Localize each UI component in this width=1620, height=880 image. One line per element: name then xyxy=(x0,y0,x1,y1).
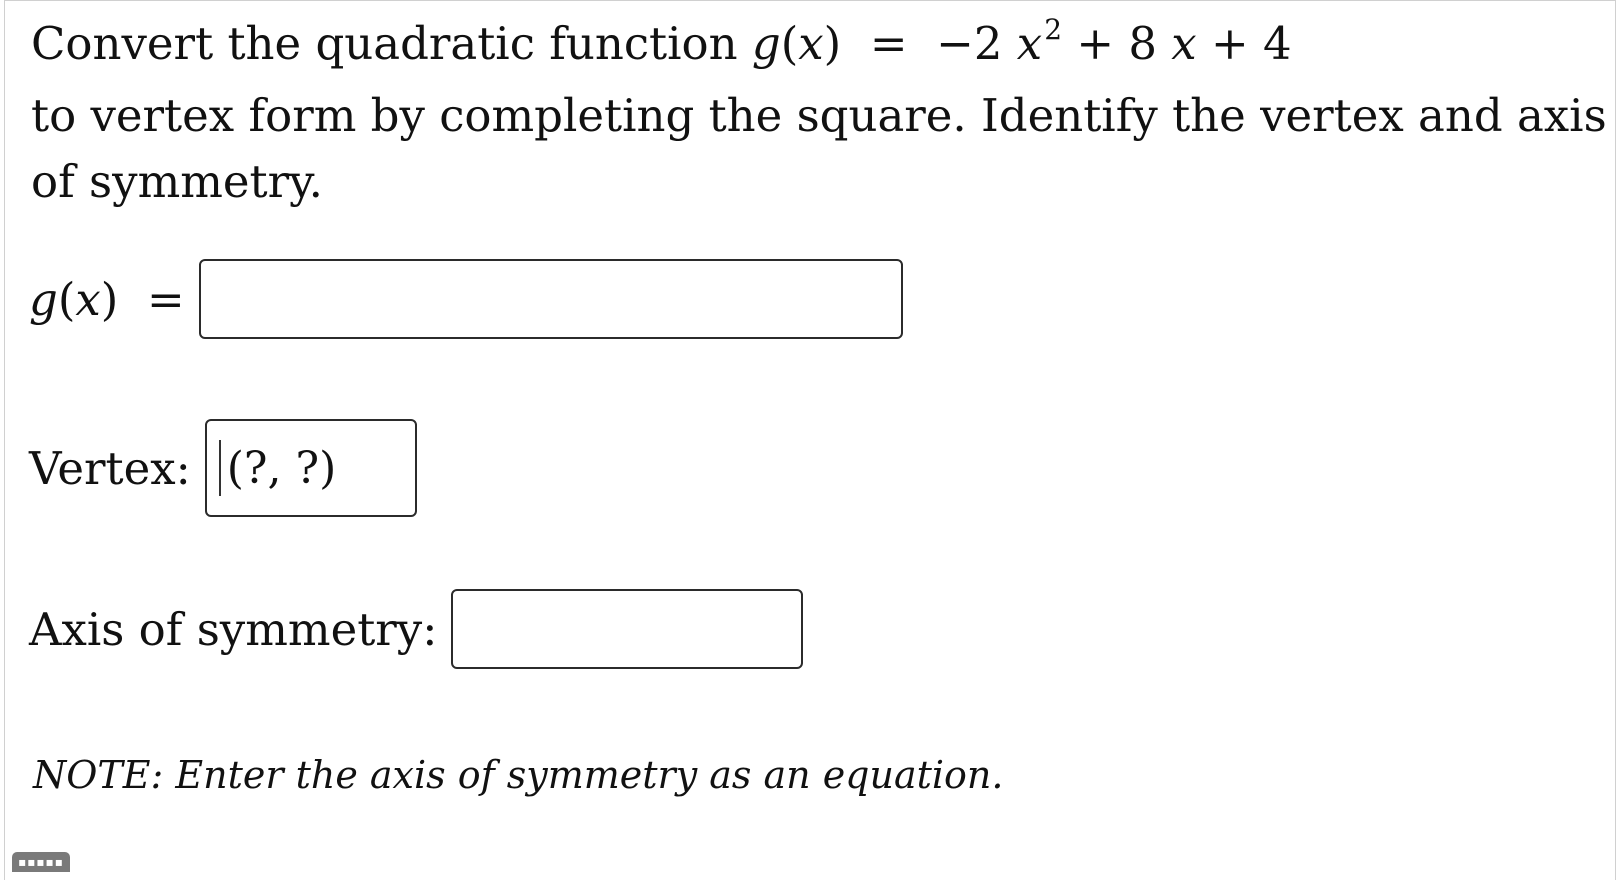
vertex-form-row xyxy=(29,259,903,339)
question-line-3: of symmetry. xyxy=(31,155,323,208)
math-toolbar-button[interactable] xyxy=(12,852,70,872)
axis-label: Axis of symmetry: xyxy=(29,602,438,656)
function-name: g xyxy=(751,17,781,70)
coef-b: + 8 xyxy=(1076,17,1157,70)
dots-icon: ▪▪▪▪▪ xyxy=(18,855,64,869)
question-line-2: to vertex form by completing the square. Identify the vertex and axis xyxy=(31,89,1607,142)
coef-c: + 4 xyxy=(1210,17,1292,70)
question-text xyxy=(31,11,1607,215)
vertex-form-var: x xyxy=(75,272,101,326)
equals-sign: = xyxy=(146,272,185,326)
question-line-1 xyxy=(31,11,1591,83)
vertex-form-fn: g xyxy=(29,272,58,326)
text-cursor xyxy=(219,440,221,496)
x-squared-var: x xyxy=(1016,17,1043,70)
axis-input[interactable] xyxy=(451,589,803,669)
vertex-label: Vertex: xyxy=(29,441,191,495)
vertex-value: (?, ?) xyxy=(226,442,337,494)
coef-a: −2 xyxy=(936,17,1003,70)
axis-row xyxy=(29,589,803,669)
vertex-row xyxy=(29,419,417,517)
vertex-input[interactable] xyxy=(205,419,417,517)
x-linear-var: x xyxy=(1171,17,1197,70)
problem-panel xyxy=(4,0,1616,880)
vertex-form-label: g(x) = xyxy=(29,272,185,326)
note-text: NOTE: Enter the axis of symmetry as an equation. xyxy=(33,753,1004,797)
vertex-form-input[interactable] xyxy=(199,259,903,339)
exponent: 2 xyxy=(1044,13,1063,46)
question-intro: Convert the quadratic function xyxy=(31,17,752,70)
function-variable: x xyxy=(798,17,824,70)
function-expression: g(x) = −2 $x^2 + 8$ x + 4 xyxy=(751,13,1292,70)
